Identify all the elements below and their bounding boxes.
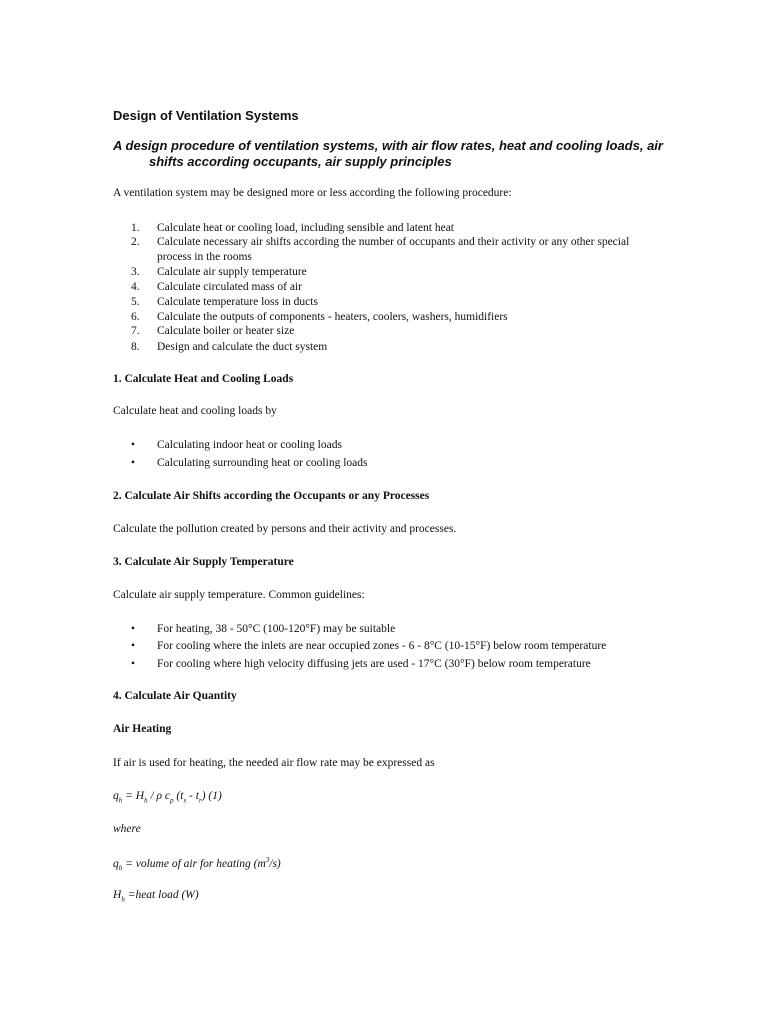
- list-item: 6. Calculate the outputs of components - heaters, coolers, washers, humidifiers: [131, 311, 508, 323]
- bullet-item: • Calculating surrounding heat or cooling loads: [131, 457, 368, 469]
- list-item: 2. Calculate necessary air shifts according the number of occupants and their activity or any other special process in the rooms: [131, 236, 630, 263]
- definition-line: $H_h$ =heat load (W): [113, 889, 199, 904]
- bullet-item: • For heating, 38 - 50°C (100-120°F) may be suitable: [131, 623, 396, 635]
- equation: $q_h = H_h / \rho$ $c_p$ $(t_s - t_r)$ (1): [113, 790, 222, 805]
- intro-paragraph: A ventilation system may be designed more or less according the following procedure:: [113, 187, 512, 199]
- list-item: 7. Calculate boiler or heater size: [131, 325, 295, 337]
- definition-line: $q_h$ = volume of air for heating $(m^3/s)$: [113, 856, 281, 873]
- section-heading: 2. Calculate Air Shifts according the Occupants or any Processes: [113, 490, 430, 502]
- section-paragraph: Calculate heat and cooling loads by: [113, 405, 277, 417]
- list-item: 1. Calculate heat or cooling load, including sensible and latent heat: [131, 222, 454, 234]
- bullet-item: • For cooling where the inlets are near occupied zones - 6 - 8°C (10-15°F) below room temperature: [131, 640, 607, 652]
- list-item: 5. Calculate temperature loss in ducts: [131, 296, 318, 308]
- bullet-icon: •: [131, 457, 136, 469]
- document-subtitle: [113, 138, 673, 170]
- list-item: 3. Calculate air supply temperature: [131, 266, 307, 278]
- section-heading: 1. Calculate Heat and Cooling Loads: [113, 373, 294, 385]
- where-label: where: [113, 823, 141, 835]
- subtitle-line-1: A design procedure of ventilation systems, with air flow rates, heat and cooling loads, air: [113, 138, 663, 153]
- section-heading: 4. Calculate Air Quantity: [113, 690, 237, 702]
- section-heading: 3. Calculate Air Supply Temperature: [113, 556, 294, 568]
- document-title: Design of Ventilation Systems: [113, 108, 299, 123]
- bullet-item: • For cooling where high velocity diffusing jets are used - 17°C (30°F) below room temperature: [131, 658, 591, 670]
- section-paragraph: Calculate the pollution created by persons and their activity and processes.: [113, 523, 457, 535]
- section-paragraph: If air is used for heating, the needed air flow rate may be expressed as: [113, 757, 435, 769]
- bullet-icon: •: [131, 658, 136, 670]
- bullet-item: • Calculating indoor heat or cooling loads: [131, 439, 342, 451]
- bullet-icon: •: [131, 640, 136, 652]
- list-item: 8. Design and calculate the duct system: [131, 341, 328, 353]
- list-item: 4. Calculate circulated mass of air: [131, 281, 302, 293]
- subsection-heading: Air Heating: [113, 723, 172, 735]
- bullet-icon: •: [131, 623, 136, 635]
- bullet-icon: •: [131, 439, 136, 451]
- section-paragraph: Calculate air supply temperature. Common guidelines:: [113, 589, 365, 601]
- subtitle-line-2: shifts according occupants, air supply principles: [149, 154, 452, 169]
